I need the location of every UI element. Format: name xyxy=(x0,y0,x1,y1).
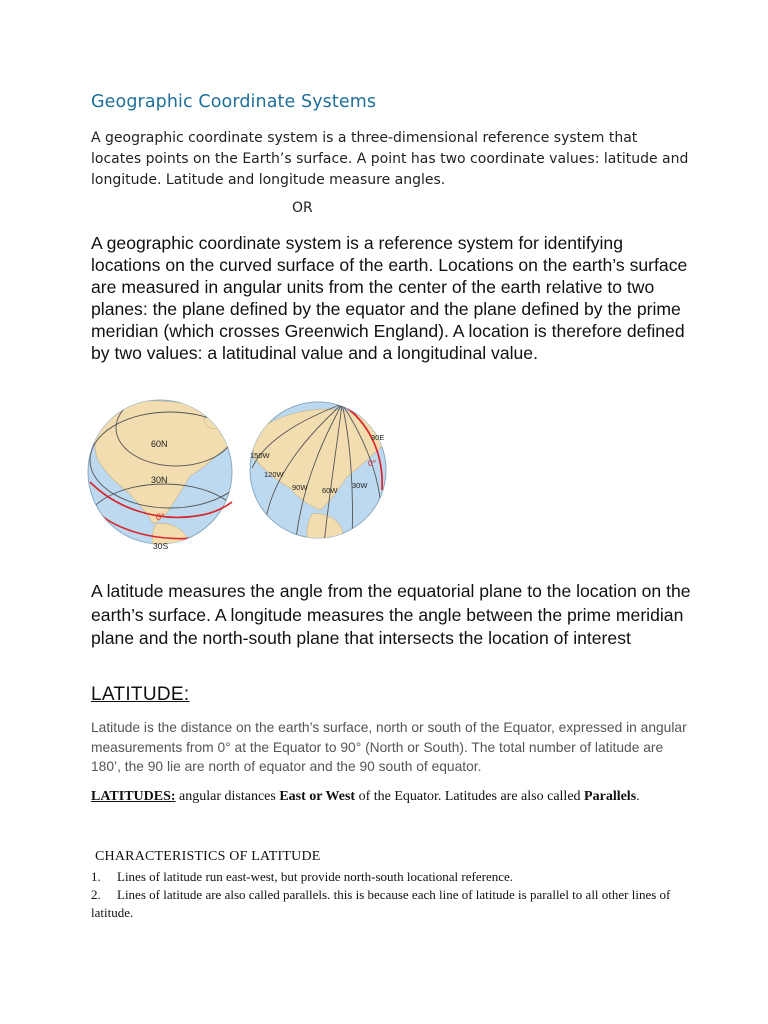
label-120w: 120W xyxy=(264,470,284,479)
or-separator: OR xyxy=(292,200,313,216)
label-equator: 0° xyxy=(156,512,165,522)
label-30w: 30W xyxy=(352,481,368,490)
latitude-longitude-paragraph: A latitude measures the angle from the equatorial plane to the location on the earth’s surface. A longitude measures the angle between the prime meridian plane and the north-south plane that intersects the location of interest xyxy=(91,581,691,648)
definition-text-2: of the Equator. Latitudes are also called xyxy=(355,789,585,804)
label-60n: 60N xyxy=(151,439,168,449)
intro-paragraph: A geographic coordinate system is a three-dimensional reference system that locates points on the Earth’s surface. A point has two coordinate values: latitude and longitude. Latitude and longitude measure angles. xyxy=(91,130,689,188)
longitude-globe-illustration xyxy=(246,398,394,546)
definition-term: LATITUDES: xyxy=(91,789,176,804)
definition-paragraph: A geographic coordinate system is a reference system for identifying locations on the curved surface of the earth. Locations on the earth’s surface are measured in angular units from the center of the earth relative to two planes: the plane defined by the equator and the plane defined by the prime meridian (which crosses Greenwich England). A location is therefore defined by two values: a latitudinal value and a longitudinal value. xyxy=(91,233,688,363)
latitude-heading: LATITUDE: xyxy=(91,684,190,705)
label-30n: 30N xyxy=(151,475,168,485)
page-title: Geographic Coordinate Systems xyxy=(91,92,377,112)
label-prime-meridian: 0° xyxy=(368,458,377,468)
latitude-globe-illustration xyxy=(86,398,236,556)
label-30s: 30S xyxy=(153,541,169,551)
definition-bold-2: Parallels xyxy=(584,789,637,804)
list-item-text: Lines of latitude are also called parallels. this is because each line of latitude is parallel to all other lines of latitude. xyxy=(91,887,671,920)
label-60w: 60W xyxy=(322,486,338,495)
label-30e: 30E xyxy=(371,433,385,442)
label-90w: 90W xyxy=(292,483,308,492)
list-item xyxy=(91,886,681,922)
label-150w: 150W xyxy=(250,451,270,460)
latitudes-definition xyxy=(91,788,677,806)
list-item-number: 1. xyxy=(91,869,101,884)
characteristics-list xyxy=(91,868,681,922)
list-item xyxy=(91,868,681,886)
latitude-paragraph: Latitude is the distance on the earth’s surface, north or south of the Equator, expressed in angular measurements from 0° at the Equator to 90° (North or South). The total number of latitude are 180’, the 90 lie are north of equator and the 90 south of equator. xyxy=(91,720,687,774)
list-item-number: 2. xyxy=(91,887,101,902)
definition-bold-1: East or West xyxy=(279,789,356,804)
definition-text-3: . xyxy=(636,789,640,804)
list-item-text: Lines of latitude run east-west, but provide north-south locational reference. xyxy=(117,869,514,884)
characteristics-heading: CHARACTERISTICS OF LATITUDE xyxy=(95,849,321,864)
definition-text-1: angular distances xyxy=(175,789,280,804)
